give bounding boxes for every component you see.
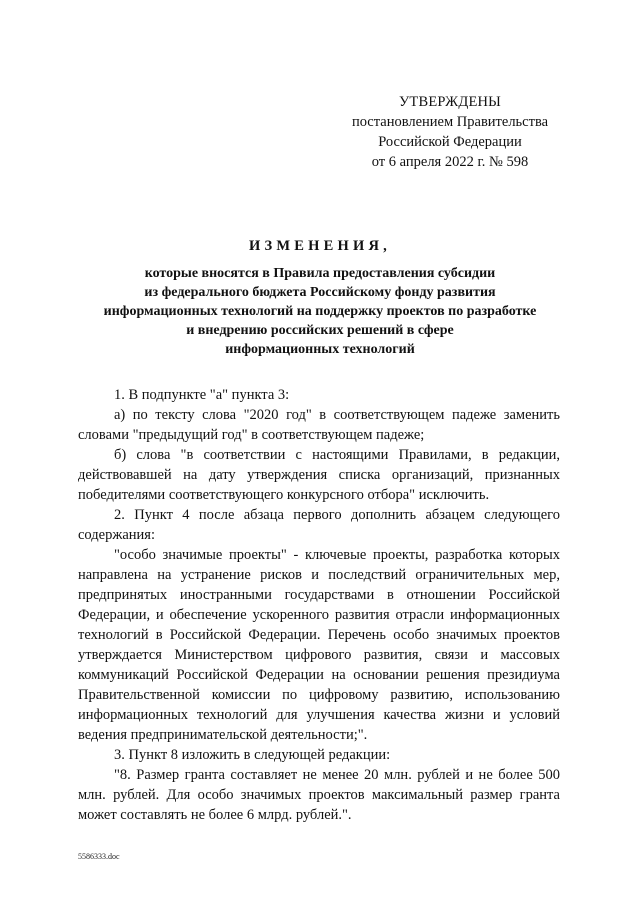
document-subtitle: [60, 264, 580, 359]
approval-stamp: [330, 92, 570, 172]
subtitle-line: и внедрению российских решений в сфере: [186, 323, 454, 338]
approval-date-number: от 6 апреля 2022 г. № 598: [371, 154, 529, 170]
paragraph-item-1: 1. В подпункте "а" пункта 3:: [114, 387, 290, 403]
file-reference: 5586333.doc: [78, 852, 120, 861]
paragraph-subitem-b: б) слова "в соответствии с настоящими Правилами, в редакции, действовавшей на дату утверждения списка организаций, признанных победителями соответствующего конкурсного отбора" исключить.: [78, 447, 560, 503]
document-body: [78, 385, 560, 825]
paragraph-quoted-item-8: "8. Размер гранта составляет не менее 20 млн. рублей и не более 500 млн. рублей. Для особо значимых проектов максимальный размер гранта может составлять не более 6 млрд. рублей.".: [78, 767, 560, 823]
paragraph-quoted-definition: "особо значимые проекты" - ключевые проекты, разработка которых направлена на устранение рисков и последствий ограничительных мер, предпринятых иностранными государствами в отношении Российской Федерации, и обеспечение ускоренного развития отрасли информационных технологий в Российской Федерации. Перечень особо значимых проектов утверждается Министерством цифрового развития, связи и массовых коммуникаций Российской Федерации на основании решения президиума Правительственной комиссии по цифровому развитию, использованию информационных технологий для улучшения качества жизни и условий ведения предпринимательской деятельности;".: [78, 547, 560, 743]
subtitle-line: информационных технологий: [225, 342, 415, 357]
paragraph-item-3: 3. Пункт 8 изложить в следующей редакции:: [114, 747, 391, 763]
document-title: ИЗМЕНЕНИЯ,: [249, 238, 391, 254]
paragraph-item-2: 2. Пункт 4 после абзаца первого дополнить абзацем следующего содержания:: [78, 507, 560, 543]
approval-government: Российской Федерации: [378, 134, 522, 150]
subtitle-line: из федерального бюджета Российскому фонду развития: [144, 285, 496, 300]
subtitle-line: которые вносятся в Правила предоставления субсидии: [144, 266, 496, 281]
approval-authority: постановлением Правительства: [351, 114, 549, 130]
paragraph-subitem-a: а) по тексту слова "2020 год" в соответствующем падеже заменить словами "предыдущий год" в соответствующем падеже;: [78, 407, 560, 443]
subtitle-line: информационных технологий на поддержку проектов по разработке: [103, 304, 537, 319]
approval-heading: УТВЕРЖДЕНЫ: [398, 94, 502, 110]
